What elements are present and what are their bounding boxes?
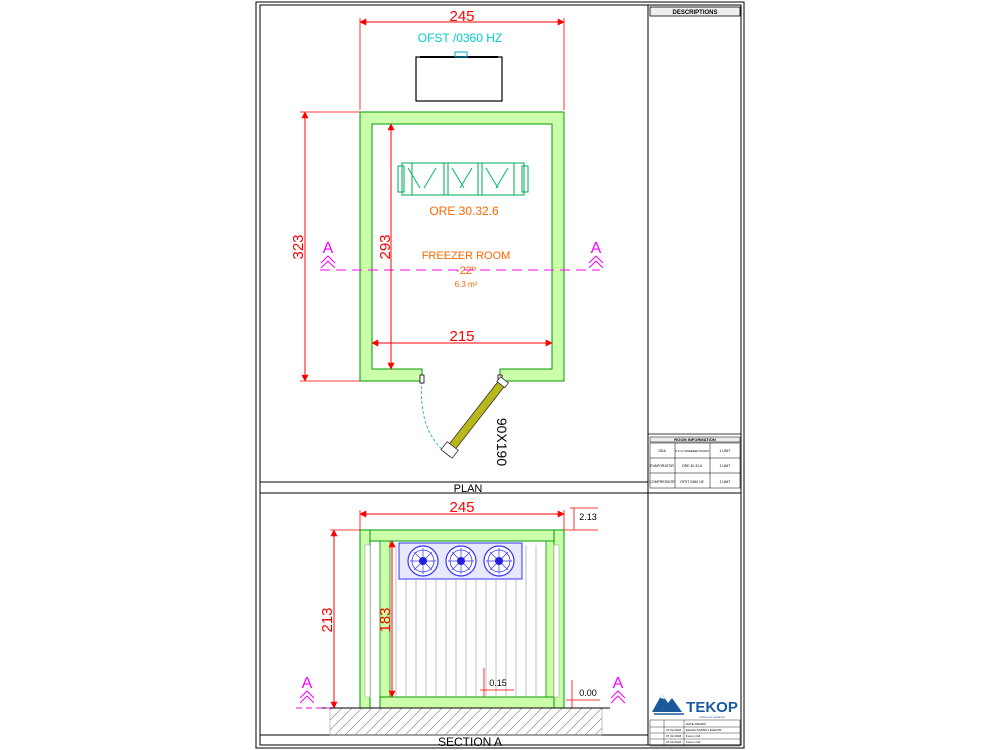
room-info-header: ROOM INFORMATION bbox=[674, 437, 716, 442]
revision-row-date: 07.02.2018 bbox=[666, 728, 682, 732]
fan-icon bbox=[446, 546, 476, 576]
svg-text:A: A bbox=[612, 675, 624, 692]
revision-row-date: 07.02.2018 bbox=[666, 734, 682, 738]
room-info-row-value: OFST 0360 HZ bbox=[680, 480, 704, 484]
room-info-row-value: ORE 30.32.6 bbox=[681, 464, 703, 468]
room-info-row-qty: 1 UNIT bbox=[719, 449, 731, 453]
svg-text:A: A bbox=[590, 240, 602, 257]
revision-row-name: Elektrik KAPAKLI ELEKTR bbox=[686, 728, 722, 732]
outer-cladding bbox=[365, 545, 370, 697]
section-view bbox=[296, 499, 625, 749]
plan-width-value: 245 bbox=[449, 8, 475, 25]
revision-row-name: DATE DRAWN bbox=[686, 722, 706, 726]
evaporator-label: ORE 30.32.6 bbox=[429, 204, 499, 218]
section-marker-right bbox=[589, 240, 603, 268]
condenser-label: OFST /0360 HZ bbox=[417, 31, 503, 45]
descriptions-header: DESCRIPTIONS bbox=[672, 10, 718, 16]
revision-row-date: 07.02.2018 bbox=[666, 740, 682, 744]
evaporator-fans bbox=[399, 543, 522, 579]
title-block bbox=[648, 7, 741, 746]
plan-inner-height-value: 293 bbox=[377, 234, 394, 260]
section-top-level-value: 2.13 bbox=[579, 512, 597, 522]
logo-text: TEKOP bbox=[686, 699, 738, 716]
ground-level-dimension bbox=[566, 680, 600, 708]
plan-inner-height-dimension bbox=[377, 124, 394, 369]
ground-level-value: 0.00 bbox=[579, 688, 597, 698]
plan-inner-width-dimension bbox=[372, 328, 552, 345]
floor-level-dimension bbox=[480, 668, 514, 697]
floor-level-value: 0.15 bbox=[489, 678, 507, 688]
ground-slab bbox=[330, 708, 602, 735]
room-info-row-qty: 1 UNIT bbox=[719, 464, 731, 468]
section-a-marker-left bbox=[296, 675, 330, 708]
room-info-row-label: ODA bbox=[658, 449, 666, 453]
room-name: FREEZER ROOM bbox=[421, 250, 511, 262]
plan-outer-height-value: 323 bbox=[290, 234, 307, 260]
plan-view bbox=[290, 8, 603, 495]
room-temperature: -22º bbox=[456, 265, 476, 277]
section-top-level-dimension bbox=[564, 508, 598, 530]
condenser-unit bbox=[416, 52, 502, 101]
fan-icon bbox=[484, 546, 514, 576]
section-inner-height-value: 183 bbox=[377, 607, 394, 633]
company-logo bbox=[652, 694, 738, 719]
section-outer-height-dimension bbox=[319, 530, 360, 708]
section-caption: SECTION A bbox=[437, 735, 503, 749]
section-a-marker-right bbox=[611, 675, 625, 703]
section-marker-left bbox=[321, 240, 335, 268]
plan-caption: PLAN bbox=[453, 483, 483, 495]
svg-text:A: A bbox=[322, 240, 334, 257]
logo-subtext: cold room solutions bbox=[699, 715, 725, 719]
room-area: 6.3 m² bbox=[454, 280, 478, 289]
section-width-dimension bbox=[360, 499, 564, 530]
room-info-row-qty: 1 UNIT bbox=[719, 480, 731, 484]
room-info-row-label: EVAPORATOR bbox=[650, 464, 674, 468]
fan-icon bbox=[408, 546, 438, 576]
section-outer-height-value: 213 bbox=[319, 607, 336, 633]
section-width-value: 245 bbox=[449, 499, 475, 516]
svg-text:A: A bbox=[301, 675, 313, 692]
door-size-label: 90X190 bbox=[494, 417, 510, 467]
room-info-row-value: 6.3 m² FREEZER ROOM bbox=[675, 449, 709, 453]
room-info-row-label: COMPRESSOR bbox=[649, 480, 675, 484]
plan-inner-width-value: 215 bbox=[449, 328, 475, 345]
revision-row-name: Forum CIZ bbox=[686, 740, 701, 744]
evaporator-unit bbox=[398, 163, 528, 195]
revision-row-name: Forum CIZ bbox=[686, 734, 701, 738]
